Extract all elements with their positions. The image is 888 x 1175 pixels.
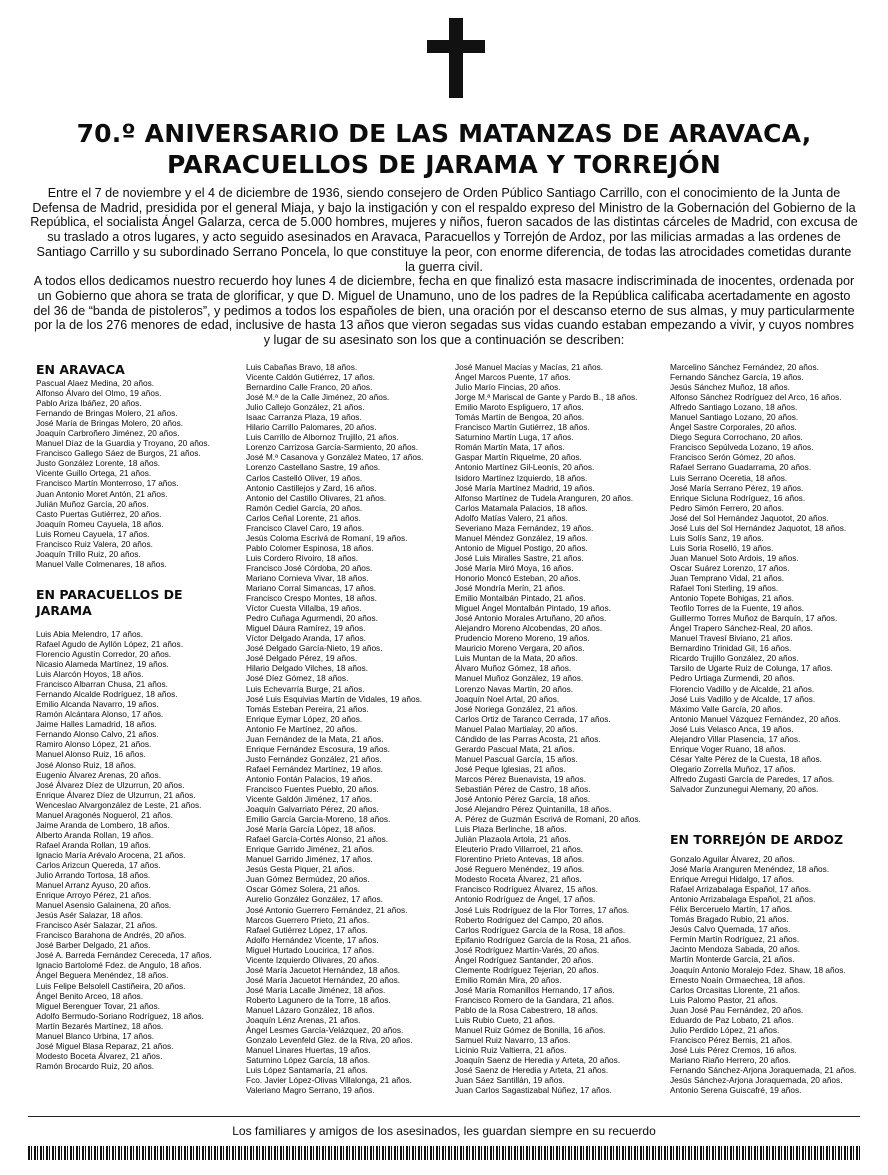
footer-divider	[28, 1116, 860, 1117]
victim-name: Ángel Trapero Sánchez-Real, 20 años.	[670, 623, 813, 634]
victim-name: Ángel Beguera Menéndez, 18 años.	[36, 970, 169, 981]
victim-name: Teofilo Torres de la Fuente, 19 años.	[670, 603, 805, 614]
victim-name: Ángel Rodríguez Santander, 20 años.	[455, 954, 594, 965]
victim-name: Emilio García García-Moreno, 18 años.	[246, 814, 391, 825]
victim-name: Francisco Martín Gutiérrez, 18 años.	[455, 422, 590, 433]
victim-name: Luis Echevarría Burge, 21 años.	[246, 683, 365, 694]
victim-name: José María de Bringas Molero, 20 años.	[36, 418, 184, 429]
victim-name: Francisco José Córdoba, 20 años.	[246, 562, 373, 573]
victim-name: Alfonso Martínez de Tudela Aranguren, 20 años.	[455, 492, 634, 503]
victim-name: Fernando de Bringas Molero, 21 años.	[36, 408, 178, 419]
victim-name: Emilio Román Mira, 20 años.	[455, 974, 562, 985]
victim-name: Luis Romeu Cayuela, 17 años.	[36, 528, 150, 539]
victim-name: Juan Carlos Sagastizabal Núñez, 17 años.	[455, 1085, 612, 1096]
victim-name: Joaquín Antonio Moralejo Fdez. Shaw, 18 años.	[670, 964, 846, 975]
victim-name: Gonzalo Levenfeld Glez. de la Riva, 20 años.	[246, 1035, 413, 1046]
victim-name: Miguel Berenguer Tovar, 21 años.	[36, 1000, 160, 1011]
victim-name: Francisco Pérez Bernis, 21 años.	[670, 1034, 793, 1045]
victim-name: José Luis Pérez Cremos, 16 años.	[670, 1044, 797, 1055]
victim-name: Carlos Ortiz de Taranco Cerrada, 17 años.	[455, 713, 611, 724]
victim-name: Eugenio Álvarez Arenas, 20 años.	[36, 769, 161, 780]
victim-name: Samuel Ruiz Navarro, 13 años.	[455, 1035, 571, 1046]
victim-name: Enrique Arregui Hidalgo, 17 años.	[670, 874, 795, 885]
victim-name: Francisco Serón Gómez, 20 años.	[670, 452, 796, 463]
victim-name: Justo Fernández González, 21 años.	[246, 753, 382, 764]
victim-name: Jesús Gesta Piquer, 21 años.	[246, 864, 355, 875]
victim-name: Aurelio González González, 17 años.	[246, 894, 383, 905]
victim-name: Diego Segura Corrochano, 20 años.	[670, 432, 803, 443]
victim-name: Alejandro Villar Plasencia, 17 años.	[670, 733, 801, 744]
victim-name: Alfredo Zugasti García de Paredes, 17 años.	[670, 773, 835, 784]
victim-name: Francisco Romero de la Gandara, 21 años.	[455, 994, 615, 1005]
victim-name: Martín Bezarés Martínez, 18 años.	[36, 1020, 164, 1031]
victim-name: Rafael Serrano Guadarrama, 20 años.	[670, 462, 812, 473]
victim-name: Fernando Sánchez-Arjona Joraquemada, 21 años.	[670, 1065, 857, 1075]
victim-name: Oscar Suárez Lorenzo, 17 años.	[670, 562, 790, 573]
victim-name: Rafael Fernández Martínez, 19 años.	[246, 763, 383, 774]
victim-name: Jesús Sánchez Muñoz, 18 años.	[670, 382, 790, 393]
section-heading: EN ARAVACA	[36, 362, 125, 377]
victim-name: Francisco Crespo Montes, 18 años.	[246, 593, 377, 604]
victim-name: José Luis Miralles Sastre, 21 años.	[455, 552, 584, 563]
victim-name: Ramón Brocardo Ruiz, 20 años.	[36, 1060, 155, 1071]
victim-name: Antonio de Miguel Postigo, 20 años.	[455, 542, 588, 553]
victim-name: Roberto Lagunero de la Torre, 18 años.	[246, 994, 391, 1005]
victim-name: Alfonso Álvaro del Olmo, 19 años.	[36, 388, 162, 399]
victim-name: Román Martín Mata, 17 años.	[455, 442, 565, 453]
victim-name: Carlos Matamala Palacios, 18 años.	[455, 502, 588, 513]
victim-name: Pascual Alaez Medina, 20 años.	[36, 378, 155, 388]
victim-name: Honorio Moncó Esteban, 20 años.	[455, 572, 581, 583]
intro-paragraph-2: A todos ellos dedicamos nuestro recuerdo hoy lunes 4 de diciembre, fecha en que finalizó esta masacre indiscriminada de inocentes, ordenada por un Gobierno que ahora se trata de glorificar, y que D. Miguel de Unamuno, uno de los padres de la República calificaba acertadamente en agosto del 36 de “banda de pistoleros”, y pedimos a todos los españoles de bien, una oración por el descanso eterno de sus almas, y muy particularmente por la de los 276 menores de edad, inclusive de hasta 13 años que vieron segadas sus vidas cuando estaban empezando a vivir, y cuyos nombres y lugar de su asesinato son los que a continuación se describen:	[33, 274, 855, 348]
victim-name: Ramón Cediel García, 20 años.	[246, 502, 363, 513]
victim-name: Jorge M.ª Mariscal de Gante y Pardo B., 18 años.	[455, 392, 638, 403]
victim-name: Manuel Díaz de la Guardia y Troyano, 20 años.	[36, 438, 210, 449]
victim-name: Francisco Sepúlveda Lozano, 19 años.	[670, 442, 814, 453]
victim-name: Licinio Ruiz Valtierra, 21 años.	[455, 1045, 567, 1056]
victim-name: José Antonio Morales Artuñano, 20 años.	[455, 613, 607, 624]
victim-name: Miguel Dáura Ramírez, 19 años.	[246, 623, 366, 634]
victim-name: Isidoro Martínez Izquierdo, 18 años.	[455, 472, 588, 483]
victim-name: Vicente Guillo Ortega, 21 años.	[36, 468, 152, 479]
victim-name: Tomás Esteban Pereira, 21 años.	[246, 703, 369, 714]
victim-name: Ángel Marcos Puente, 17 años.	[455, 372, 571, 383]
victim-name: Álvaro Muñoz Gómez, 18 años.	[455, 663, 572, 674]
victim-name: Mariano Corral Simancas, 17 años.	[246, 583, 377, 594]
victim-name: José Rodríguez Martín-Varés, 20 años.	[455, 944, 600, 955]
victim-name: Manuel Ruiz Gómez de Bonilla, 16 años.	[455, 1025, 606, 1036]
victim-name: Ricardo Trujillo González, 20 años.	[670, 653, 799, 664]
victim-name: Florencio Agustín Corredor, 20 años.	[36, 648, 172, 659]
victim-name: Manuel Linares Huertas, 19 años.	[246, 1045, 371, 1056]
victim-name: Ángel Lesmes García-Velázquez, 20 años.	[246, 1025, 404, 1036]
victim-name: José Antonio Guerrero Fernández, 21 años.	[246, 904, 408, 915]
victim-name: Miguel Ángel Montalbán Pintado, 19 años.	[455, 603, 611, 614]
victim-name: Lorenzo Castellano Sastre, 19 años.	[246, 462, 381, 473]
victim-name: Enrique Garrido Jiménez, 21 años.	[246, 844, 375, 855]
victim-name: José Barber Delgado, 21 años.	[36, 940, 151, 951]
victim-name: José Delgado García-Nieto, 19 años.	[246, 643, 383, 654]
victim-name: Enrique Sicluna Rodríguez, 16 años.	[670, 492, 806, 503]
victim-name: Vicente Galdón Jiménez, 17 años.	[246, 794, 373, 805]
victim-name: Francisco Barahona de Andrés, 20 años.	[36, 930, 187, 941]
victim-name: José María García López, 18 años.	[246, 824, 376, 835]
victim-name: Carlos Arizcun Quereda, 17 años.	[36, 859, 161, 870]
victim-name: Francisco Martín Monterroso, 17 años.	[36, 478, 179, 489]
victim-name: Fermín Martín Rodríguez, 21 años.	[670, 934, 800, 945]
victim-name: Luis Soria Roselló, 19 años.	[670, 542, 774, 553]
victim-name: Alfonso Sánchez Rodríguez del Arco, 16 años.	[670, 392, 842, 403]
victim-name: Luis López Santamaría, 21 años.	[246, 1065, 368, 1076]
victim-name: Tarsilo de Ugarte Ruiz de Colunga, 17 años.	[670, 663, 833, 674]
victim-name: Modesto Boceta Álvarez, 21 años.	[36, 1050, 163, 1061]
victim-name: Luis Cabañas Bravo, 18 años.	[246, 362, 358, 372]
victim-name: Guillermo Torres Muñoz de Barquín, 17 años.	[670, 613, 838, 624]
victim-name: Julio Perdido López, 21 años.	[670, 1024, 780, 1035]
victim-name: Luis Serrano Oceretia, 18 años.	[670, 472, 788, 483]
section-heading: EN TORREJÓN DE ARDOZ	[670, 832, 844, 848]
victim-name: José María Romanillos Hernando, 17 años.	[455, 984, 615, 995]
cross-icon	[449, 18, 463, 98]
victim-name: Marcos Pérez Buenavista, 19 años.	[455, 773, 586, 784]
victim-name: Enrique Arroyo Pérez, 21 años.	[36, 890, 152, 901]
victim-name: Mariano Cornieva Vivar, 18 años.	[246, 572, 369, 583]
victim-name: Cándido de las Parras Acosta, 21 años.	[455, 733, 601, 744]
victim-name: Julio Callejo González, 21 años.	[246, 402, 365, 413]
victim-name: José María Jacuetot Hernández, 18 años.	[246, 964, 401, 975]
victim-name: Manuel Travesí Biviano, 21 años.	[670, 633, 793, 644]
victim-name: Julio Marío Fincias, 20 años.	[455, 382, 561, 393]
section-heading: EN PARACUELLOS DE	[36, 586, 183, 602]
spacer	[36, 619, 212, 629]
victim-name: Víctor Delgado Aranda, 17 años.	[246, 633, 366, 644]
victim-name: Valeriano Magro Serrano, 19 años.	[246, 1085, 375, 1096]
victim-name: Fernando Alcalde Rodríguez, 18 años.	[36, 689, 178, 700]
victim-name: José Luis Velasco Anca, 19 años.	[670, 723, 794, 734]
victim-name: Juan Manuel Soto Ardois, 19 años.	[670, 552, 799, 563]
victim-name: Ramón Alcántara Alonso, 17 años.	[36, 709, 164, 720]
victim-name: Prudencio Moreno Moreno, 19 años.	[455, 633, 590, 644]
victim-name: Juan Antonio Moret Antón, 21 años.	[36, 488, 168, 499]
victim-name: Joaquín Romeu Cayuela, 18 años.	[36, 518, 164, 529]
victim-name: Luis Cordero Rivoiro, 18 años.	[246, 552, 359, 563]
victim-name: Manuel Arranz Ayuso, 20 años.	[36, 880, 151, 891]
victim-name: Alejandro Moreno Alcobendas, 20 años.	[455, 623, 603, 634]
victim-name: Joaquín Saenz de Heredia y Arteta, 20 años.	[455, 1055, 621, 1066]
names-column-2	[246, 362, 423, 1095]
title-line-1: 70.º ANIVERSARIO DE LAS MATANZAS DE ARAVACA,	[76, 119, 812, 148]
victim-name: José Saenz de Heredia y Arteta, 21 años.	[455, 1065, 609, 1076]
victim-name: Jaime Halles Lamadrid, 18 años.	[36, 719, 157, 730]
names-column-4	[670, 362, 856, 1095]
victim-name: Manuel Asensio Galainena, 20 años.	[36, 900, 172, 911]
victim-name: Luis Solís Sanz, 19 años.	[670, 532, 764, 543]
victim-name: Isaac Carranza Plaza, 19 años.	[246, 412, 362, 423]
victim-name: Hilario Carrillo Palomares, 20 años.	[246, 422, 377, 433]
victim-name: Rafael Gutiérrez López, 17 años.	[246, 924, 368, 935]
victim-name: Luis Alarcón Hoyos, 18 años.	[36, 669, 144, 680]
names-column-1	[36, 362, 212, 1071]
victim-name: Francisco Gallego Sáez de Burgos, 21 años.	[36, 448, 201, 459]
page-title	[28, 118, 860, 180]
victim-name: Francisco Clavel Caro, 19 años.	[246, 522, 365, 533]
victim-name: Tomás Martín de Bengoa, 20 años.	[455, 412, 585, 423]
victim-name: Pedro Urtiaga Zurmendi, 20 años.	[670, 673, 795, 684]
victim-name: Luis Carrillo de Albornoz Trujillo, 21 años.	[246, 432, 399, 443]
victim-name: Antonio Martínez Gil-Leonís, 20 años.	[455, 462, 595, 473]
victim-name: Luis Palomo Pastor, 21 años.	[670, 994, 778, 1005]
victim-name: Bernardino Calle Franco, 20 años.	[246, 382, 373, 393]
victim-name: Fco. Javier López-Olivas Villalonga, 21 años.	[246, 1075, 412, 1086]
victim-name: Emilio Maroto Espliguero, 17 años.	[455, 402, 584, 413]
victim-name: Juan Sáez Santillán, 19 años.	[455, 1075, 565, 1086]
victim-name: Rafael García-Cortés Alonso, 21 años.	[246, 834, 389, 845]
victim-name: Antonio Manuel Vázquez Fernández, 20 años.	[670, 713, 841, 724]
victim-name: Víctor Cuesta Villalba, 19 años.	[246, 603, 362, 614]
victim-name: Julio Arrando Tortosa, 18 años.	[36, 870, 151, 881]
victim-name: Juan José Pau Fernández, 20 años.	[670, 1004, 804, 1015]
victim-name: Mariano Riaño Herrero, 20 años.	[670, 1054, 791, 1065]
victim-name: José Mondría Merín, 21 años.	[455, 583, 566, 594]
spacer	[36, 569, 212, 587]
victim-name: Florentino Prieto Antevas, 18 años.	[455, 854, 585, 865]
victim-name: José Antonio Pérez García, 18 años.	[455, 794, 591, 805]
victim-name: Joaquín Carbroñero Jiménez, 20 años.	[36, 428, 180, 439]
victim-name: Modesto Roceta Álvarez, 21 años.	[455, 874, 582, 885]
victim-name: Adolfo Bermudo-Soriano Rodríguez, 18 años.	[36, 1010, 204, 1021]
victim-name: Marcos Guerrero Prieto, 21 años.	[246, 914, 370, 925]
victim-name: Eduardo de Paz Lobato, 21 años.	[670, 1014, 794, 1025]
victim-name: Vicente Caldón Gutiérrez, 17 años.	[246, 372, 375, 383]
victim-name: Carlos Castelló Oliver, 19 años.	[246, 472, 363, 483]
victim-name: José del Sol Hernández Jaquotot, 20 años.	[670, 512, 829, 523]
victim-name: Máximo Valle García, 20 años.	[670, 703, 783, 714]
victim-name: Francisco Ruiz Valera, 20 años.	[36, 538, 153, 549]
victim-name: José Luis del Sol Hernández Jaquotot, 18 años.	[670, 522, 847, 533]
victim-name: Severiano Maza Fernández, 19 años.	[455, 522, 594, 533]
names-column-3	[455, 362, 641, 1095]
victim-name: Francisco Fuentes Pueblo, 20 años.	[246, 783, 379, 794]
victim-name: Saturnino López García, 18 años.	[246, 1055, 371, 1066]
victim-name: Luis Plaza Berlinche, 18 años.	[455, 824, 567, 835]
victim-name: Antonio Fe Martínez, 20 años.	[246, 723, 358, 734]
victim-name: Nicasio Alameda Martínez, 19 años.	[36, 659, 169, 670]
victim-name: José A. Barreda Fernández Cereceda, 17 años.	[36, 950, 212, 961]
victim-name: Antonio Serena Guiscafré, 19 años.	[670, 1085, 802, 1096]
victim-name: Joaquín Lénz Arenas, 21 años.	[246, 1015, 361, 1026]
victim-name: José María Serrano Pérez, 19 años.	[670, 482, 804, 493]
victim-name: Joaquín Trillo Ruiz, 20 años.	[36, 548, 141, 559]
victim-name: Joaquín Noel Artal, 20 años.	[455, 693, 560, 704]
victim-name: José Manuel Macías y Macías, 21 años.	[455, 362, 604, 372]
victim-name: José Luis Esquivias Martín de Vidales, 19 años.	[246, 693, 423, 704]
victim-name: Manuel Alonso Ruiz, 16 años.	[36, 749, 146, 760]
victim-name: José Noriega González, 21 años.	[455, 703, 578, 714]
victim-name: Marcelino Sánchez Fernández, 20 años.	[670, 362, 819, 372]
victim-name: Gonzalo Aguilar Álvarez, 20 años.	[670, 854, 795, 865]
victim-name: José Peque Iglesias, 21 años.	[455, 763, 566, 774]
victim-name: Antonio Arrizabalaga Español, 21 años.	[670, 894, 816, 905]
victim-name: Casto Puertas Gutiérrez, 20 años.	[36, 508, 162, 519]
victim-name: Luis Abia Melendro, 17 años.	[36, 628, 144, 639]
victim-name: Epifanio Rodríguez García de la Rosa, 21 años.	[455, 934, 632, 945]
victim-name: José Luis Rodríguez de la Flor Torres, 17 años.	[455, 904, 630, 915]
victim-name: Antonio Rodríguez de Ángel, 17 años.	[455, 894, 596, 905]
victim-name: Rafael Arrizabalaga Español, 17 años.	[670, 884, 812, 895]
victim-name: José Delgado Pérez, 19 años.	[246, 653, 358, 664]
section-heading: JARAMA	[36, 602, 92, 618]
victim-name: José M.ª de la Calle Jiménez, 20 años.	[246, 392, 390, 403]
victim-name: José Alejandro Pérez Quintanilla, 18 años.	[455, 804, 612, 815]
victim-name: Antonio Topete Bohigas, 21 años.	[670, 593, 794, 604]
victim-name: Carlos Ceñal Lorente, 21 años.	[246, 512, 361, 523]
victim-name: Antonio Castillejos y Zard, 16 años.	[246, 482, 377, 493]
victim-name: Luis Felipe Belsolell Castiñeira, 20 años.	[36, 980, 186, 991]
victim-name: Julián Plazaola Artola, 21 años.	[455, 834, 571, 845]
victim-name: Juan Fernández de la Mata, 21 años.	[246, 733, 384, 744]
victim-name: Adolfo Hernández Vicente, 17 años.	[246, 934, 379, 945]
victim-name: José M.ª Casanova y González Mateo, 17 años.	[246, 452, 424, 463]
victim-name: José Álvarez Díez de Ulzurrun, 20 años.	[36, 779, 185, 790]
victim-name: José Alonso Ruiz, 18 años.	[36, 759, 137, 770]
victim-name: Gaspar Martín Riquelme, 20 años.	[455, 452, 582, 463]
victim-name: César Yalte Pérez de la Cuesta, 18 años.	[670, 753, 822, 764]
victim-name: Lorenzo Navas Martín, 20 años.	[455, 683, 574, 694]
victim-name: Tomás Bragado Rubio, 21 años.	[670, 914, 789, 925]
victim-name: Emilio Montalbán Pintado, 21 años.	[455, 593, 586, 604]
victim-name: Manuel Garrido Jiménez, 17 años.	[246, 854, 373, 865]
victim-name: Rafael Aranda Rollan, 19 años.	[36, 839, 151, 850]
victim-name: Wenceslao Alvargonzález de Leste, 21 años.	[36, 799, 202, 810]
victim-name: Florencio Vadillo y de Alcalde, 21 años.	[670, 683, 815, 694]
victim-name: José María Aranguren Menéndez, 18 años.	[670, 864, 830, 875]
victim-name: Enrique Eymar López, 20 años.	[246, 713, 363, 724]
victim-name: Manuel Palao Martialay, 20 años.	[455, 723, 578, 734]
victim-name: Sebastián Pérez de Castro, 18 años.	[455, 783, 591, 794]
victim-name: Fernando Sánchez García, 19 años.	[670, 372, 804, 383]
title-line-2: PARACUELLOS DE JARAMA Y TORREJÓN	[167, 150, 721, 179]
victim-name: José Luis Vadillo y de Alcalde, 17 años.	[670, 693, 816, 704]
victim-name: Luis Rubio Cueto, 21 años.	[455, 1015, 556, 1026]
spacer	[670, 794, 856, 832]
victim-name: Manuel Pascual García, 15 años.	[455, 753, 578, 764]
victim-name: Alberto Aranda Rollan, 19 años.	[36, 829, 154, 840]
victim-name: Miguel Hurtado Loucirica, 17 años.	[246, 944, 375, 955]
victim-name: Francisco Asér Salazar, 21 años.	[36, 920, 158, 931]
victim-name: Jesús Sánchez-Arjona Joraquemada, 20 años.	[670, 1075, 843, 1086]
victim-name: Salvador Zunzunegui Alemany, 20 años.	[670, 783, 819, 794]
victim-name: Joaquín Galvarriato Pérez, 20 años.	[246, 804, 379, 815]
victim-name: Hilario Delgado Vilches, 18 años.	[246, 663, 369, 674]
victim-name: Mauricio Moreno Vergara, 20 años.	[455, 643, 585, 654]
victim-name: Pedro Cuñaga Agurmendi, 20 años.	[246, 613, 378, 624]
victim-name: Antonio Fontán Palacios, 19 años.	[246, 773, 373, 784]
victim-name: Manuel Méndez González, 19 años.	[455, 532, 588, 543]
victim-name: Manuel Lázaro González, 18 años.	[246, 1005, 375, 1015]
victim-name: Gerardo Pascual Mata, 21 años.	[455, 743, 575, 754]
victim-name: Clemente Rodríguez Tejerian, 20 años.	[455, 964, 599, 975]
victim-name: Alfredo Santiago Lozano, 18 años.	[670, 402, 798, 413]
victim-name: Adolfo Matías Valero, 21 años.	[455, 512, 568, 523]
victim-name: Ignacio María Arévalo Arocena, 21 años.	[36, 849, 186, 860]
victim-name: Rafael Agudo de Ayllón López, 21 años.	[36, 638, 184, 649]
victim-name: Olegario Zorrella Muñoz, 17 años.	[670, 763, 796, 774]
victim-name: Félix Berceruelo Martín, 17 años.	[670, 904, 793, 915]
victim-name: Saturnino Martín Luga, 17 años.	[455, 432, 574, 443]
victim-name: Ramiro Alonso López, 21 años.	[36, 739, 152, 750]
victim-name: Juan Temprano Vidal, 21 años.	[670, 572, 785, 583]
victim-name: Francisco Albarran Chusa, 21 años.	[36, 679, 168, 690]
victim-name: Pablo Ariza Ibáñez, 20 años.	[36, 398, 142, 409]
victim-name: Jesús Calvo Quemada, 17 años.	[670, 924, 791, 935]
victim-name: Manuel Santiago Lozano, 20 años.	[670, 412, 799, 423]
victim-name: Manuel Blanco Urbina, 17 años.	[36, 1030, 155, 1041]
victim-name: Jacinto Mendoza Sabada, 20 años.	[670, 944, 801, 955]
victim-name: Pablo Colomer Espinosa, 18 años.	[246, 542, 374, 553]
victim-name: Manuel Valle Colmenares, 18 años.	[36, 558, 167, 569]
victim-name: José Miguel Blasa Reparaz, 21 años.	[36, 1040, 174, 1051]
victim-name: Oscar Gómez Solera, 21 años.	[246, 884, 360, 895]
victim-name: Ángel Benito Arceo, 18 años.	[36, 990, 144, 1001]
victim-name: Jesús Coloma Escrivá de Romaní, 19 años.	[246, 532, 408, 543]
victim-name: Pablo de la Rosa Cabestrero, 18 años.	[455, 1005, 598, 1015]
intro-text	[30, 186, 858, 348]
victim-name: Carlos Rodríguez García de la Rosa, 18 años.	[455, 924, 626, 935]
victim-name: Pedro Simón Ferrero, 20 años.	[670, 502, 784, 513]
victim-name: Eleuterio Prado Villarroel, 21 años.	[455, 844, 584, 855]
victim-name: José Reguero Menéndez, 19 años.	[455, 864, 585, 875]
victim-name: Luis Muntan de la Mata, 20 años.	[455, 653, 578, 664]
victim-name: Roberto Rodríguez del Campo, 20 años.	[455, 914, 604, 925]
victim-name: A. Pérez de Guzmán Escrivá de Romaní, 20 años.	[455, 814, 641, 825]
victim-name: Manuel Muñoz González, 19 años.	[455, 673, 584, 684]
victim-name: Carlos Orcasitas Llorente, 21 años.	[670, 984, 801, 995]
victim-name: Ángel Sastre Corporales, 20 años.	[670, 422, 797, 433]
victim-name: Enrique Álvarez Díez de Ulzurrun, 21 años.	[36, 789, 196, 800]
victim-name: Manuel Aragonés Noguerol, 21 años.	[36, 809, 173, 820]
decorative-border	[28, 1146, 860, 1160]
victim-name: Emilio Alcanda Navarro, 19 años.	[36, 699, 159, 710]
victim-name: Julián Muñoz García, 20 años.	[36, 498, 149, 509]
victim-name: José María Lacalle Jiménez, 18 años.	[246, 984, 386, 995]
victim-name: Antonio del Castillo Olivares, 21 años.	[246, 492, 387, 503]
victim-name: Fernando Alonso Calvo, 21 años.	[36, 729, 159, 740]
victim-name: Enrique Voger Ruano, 18 años.	[670, 743, 786, 754]
victim-name: Bernardino Trinidad Gil, 16 años.	[670, 643, 792, 654]
footer-text: Los familiares y amigos de los asesinados, les guardan siempre en su recuerdo	[232, 1124, 656, 1138]
victim-name: Jaime Aranda de Lombero, 18 años.	[36, 819, 170, 830]
victim-name: Vicente Izquierdo Olivares, 20 años.	[246, 954, 380, 965]
victim-name: José María Jacuetot Hernández, 20 años.	[246, 974, 401, 985]
cross-icon-bar	[427, 40, 485, 53]
victim-name: Ernesto Noaín Ormaechea, 18 años.	[670, 974, 806, 985]
victim-name: José María Miró Moya, 16 años.	[455, 562, 574, 573]
victim-name: Jesús Asér Salazar, 18 años.	[36, 910, 144, 921]
intro-paragraph-1: Entre el 7 de noviembre y el 4 de diciembre de 1936, siendo consejero de Orden Público Santiago Carrillo, con el conocimiento de la Junta de Defensa de Madrid, presidida por el general Miaja, y bajo la instigación y con el respaldo expreso del Ministro de la Gobernación del Gobierno de la República, el socialista Ángel Galarza, cerca de 5.000 hombres, mujeres y niños, fueron sacados de las distintas cárceles de Madrid, con excusa de su traslado a otros lugares, y acto seguido asesinados en Aravaca, Paracuellos y Torrejón de Ardoz, por las milicias armadas a las ordenes de Santiago Carrillo y su subordinado Serrano Poncela, lo que constituye la peor, con enorme diferencia, de todas las atrocidades cometidas durante la guerra civil.	[30, 186, 858, 274]
victim-name: Enrique Fernández Escosura, 19 años.	[246, 743, 390, 754]
victim-name: Justo González Lorente, 18 años.	[36, 458, 161, 469]
victim-name: Martín Monterde García, 21 años.	[670, 954, 795, 965]
victim-name: José María Martínez Madrid, 19 años.	[455, 482, 595, 493]
victim-name: José Díez Gómez, 18 años.	[246, 673, 349, 684]
victim-name: Francisco Rodríguez Álvarez, 15 años.	[455, 884, 598, 895]
victim-name: Juan Gómez Bermúdez, 20 años.	[246, 874, 370, 885]
victim-name: Ignacio Bartolomé Fdez. de Angulo, 18 años.	[36, 960, 202, 971]
victim-name: Rafael Toni Sterling, 19 años.	[670, 583, 779, 594]
victim-name: Lorenzo Carrizosa García-Sarmiento, 20 años.	[246, 442, 419, 453]
